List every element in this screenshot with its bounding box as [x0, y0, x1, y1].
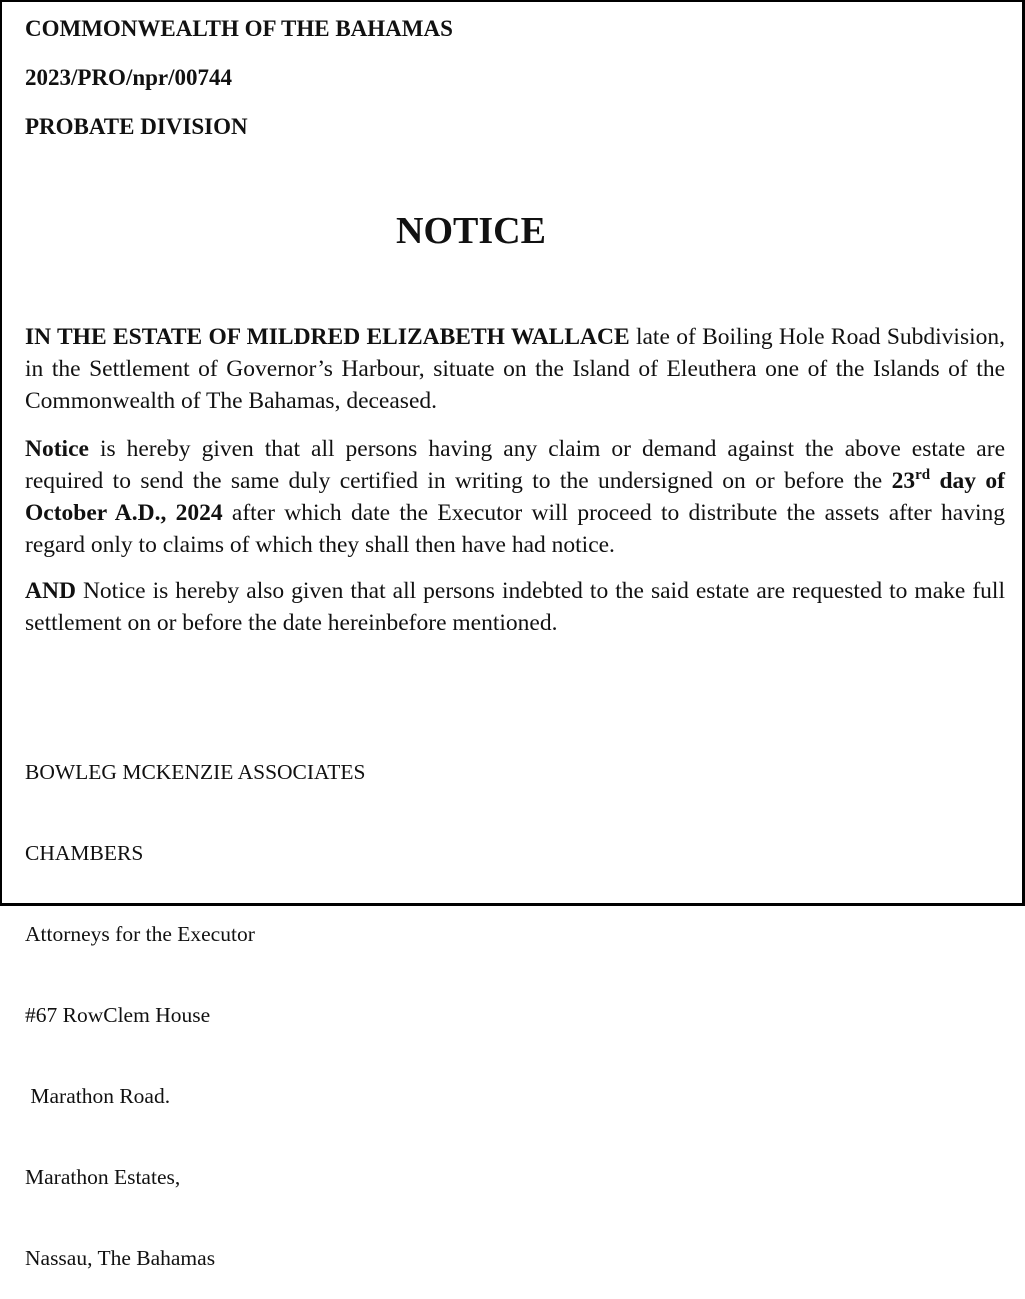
deadline-date-rest: day of October A.D., 2024: [25, 468, 1005, 526]
firm-name: BOWLEG MCKENZIE ASSOCIATES: [25, 760, 366, 784]
address-line-4: Nassau, The Bahamas: [25, 1246, 216, 1270]
address-line-2: Marathon Road.: [25, 1084, 171, 1108]
firm-role: Attorneys for the Executor: [25, 922, 255, 946]
address-line-1: #67 RowClem House: [25, 1003, 211, 1027]
jurisdiction-heading: COMMONWEALTH OF THE BAHAMAS: [25, 16, 453, 41]
claims-text-2: after which date the Executor will proceed to distribute the assets after having regard only to claims of which they shall then have had notice.: [25, 500, 1005, 558]
firm-chambers: CHAMBERS: [25, 841, 144, 865]
signature-block: [25, 705, 365, 1299]
address-line-3: Marathon Estates,: [25, 1165, 181, 1189]
estate-details: late of Boiling Hole Road Subdivision, in the Settlement of Governor’s Harbour, situate on the Island of Eleuthera one of the Islands of the Commonwealth of The Bahamas, deceased.: [25, 324, 1006, 414]
deadline-day-suffix: rd: [915, 467, 931, 484]
debtors-text: Notice is hereby also given that all persons indebted to the said estate are requested to make full settlement on or before the date hereinbefore mentioned.: [25, 578, 1005, 636]
notice-title: NOTICE: [396, 210, 546, 252]
debtors-paragraph: [25, 575, 1005, 639]
estate-name: IN THE ESTATE OF MILDRED ELIZABETH WALLACE: [25, 324, 630, 350]
claims-lead: Notice: [25, 436, 89, 462]
case-number: 2023/PRO/npr/00744: [25, 65, 233, 90]
division-heading: PROBATE DIVISION: [25, 114, 248, 139]
claims-text-1: is hereby given that all persons having any claim or demand against the above estate are required to send the same duly certified in writing to the undersigned on or before the: [25, 436, 1005, 494]
deadline-day: 23: [891, 468, 916, 494]
estate-paragraph: [25, 321, 1005, 417]
claims-paragraph: [25, 433, 1005, 561]
debtors-lead: AND: [25, 578, 76, 604]
